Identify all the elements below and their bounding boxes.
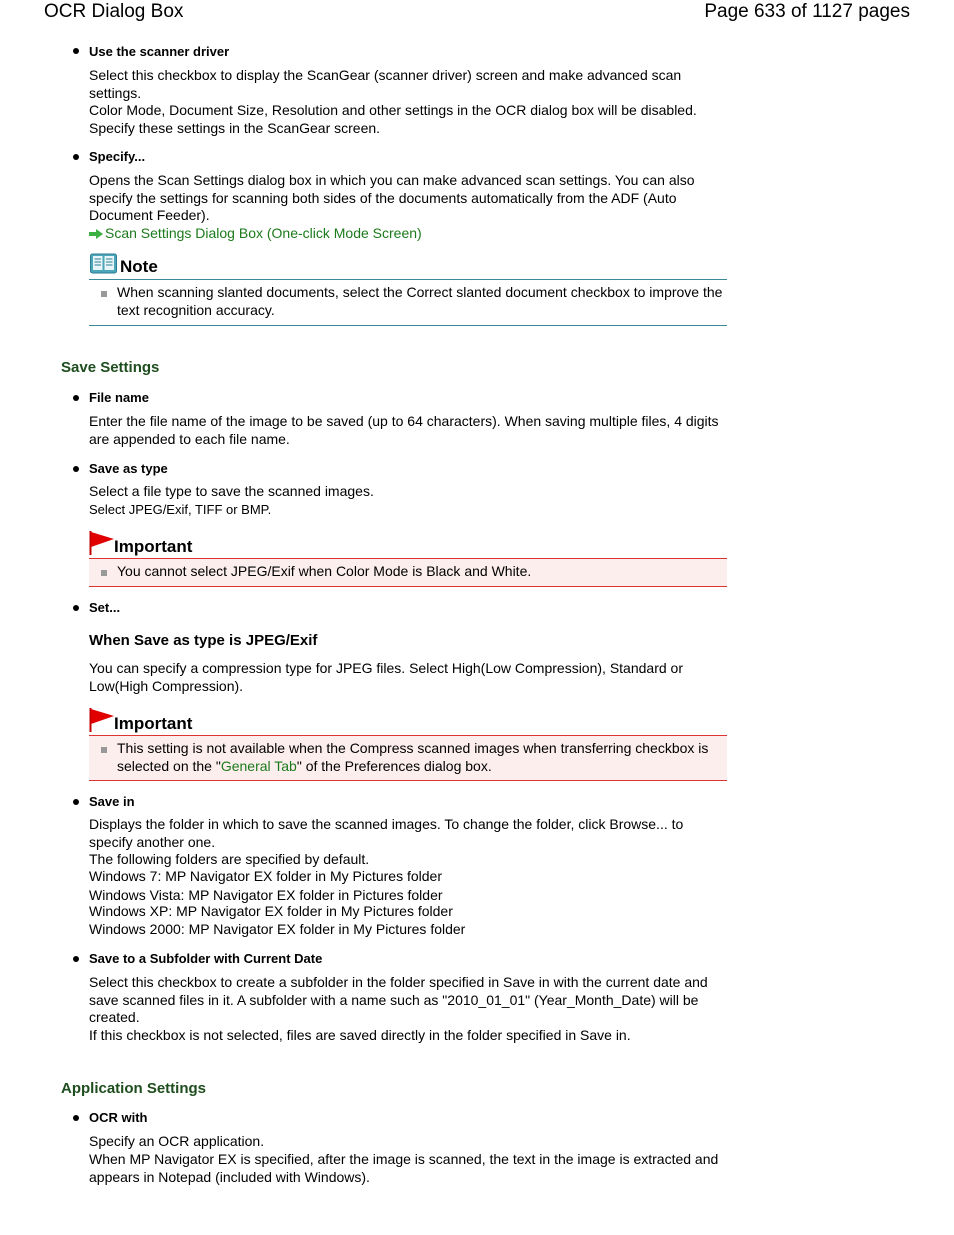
note-book-icon — [90, 253, 117, 274]
scanner-driver-text-1: Select this checkbox to display the ScanGear (scanner driver) screen and make advanced scan settings. — [89, 67, 682, 101]
page-number: Page 633 of 1127 pages — [704, 1, 910, 22]
note-label: Note — [120, 257, 158, 276]
ocr-with-text-1: Specify an OCR application. — [89, 1133, 265, 1149]
save-as-type-text-1: Select a file type to save the scanned images. — [89, 483, 374, 499]
bullet-icon — [73, 799, 79, 805]
square-bullet-icon — [101, 747, 107, 753]
bullet-icon — [73, 466, 79, 472]
scan-settings-link[interactable] — [89, 225, 729, 243]
specify-text: Opens the Scan Settings dialog box in which you can make advanced scan settings. You can also specify the settings for scanning both sides of the documents automatically from the ADF (Auto Document Feeder). — [89, 172, 695, 223]
section-heading-save-settings: Save Settings — [61, 359, 160, 376]
bullet-icon — [73, 605, 79, 611]
important-flag-icon — [89, 708, 115, 732]
important-label: Important — [114, 537, 193, 556]
section-heading-application-settings: Application Settings — [61, 1080, 207, 1097]
bullet-icon — [73, 1115, 79, 1121]
general-tab-link[interactable]: General Tab — [220, 757, 297, 774]
scan-settings-link-text[interactable]: Scan Settings Dialog Box (One-click Mode Screen) — [105, 225, 422, 241]
save-in-vista: Windows Vista: MP Navigator EX folder in Pictures folder — [89, 887, 443, 903]
item-title-scanner-driver: Use the scanner driver — [89, 44, 230, 59]
important-box — [89, 531, 727, 587]
item-title-file-name: File name — [89, 390, 149, 405]
item-title-specify: Specify... — [89, 149, 146, 164]
bullet-icon — [73, 956, 79, 962]
important-header — [89, 531, 727, 558]
subfolder-text-1: Select this checkbox to create a subfolder in the folder specified in Save in with the current date and save scanned files in it. A subfolder with a name such as "2010_01_01" (Year_Month_Date) will be created. — [89, 974, 708, 1025]
square-bullet-icon — [101, 291, 107, 297]
item-title-save-in: Save in — [89, 794, 135, 809]
save-in-text-2: The following folders are specified by default. — [89, 851, 370, 867]
item-title-subfolder: Save to a Subfolder with Current Date — [89, 951, 323, 966]
note-text: When scanning slanted documents, select the Correct slanted document checkbox to improve the text recognition accuracy. — [117, 284, 723, 318]
important-text-before: This setting is not available when the Compress scanned images when transferring checkbox is selected on the " — [117, 740, 709, 774]
link-arrow-icon — [89, 229, 103, 239]
important-box — [89, 708, 727, 781]
bullet-icon — [73, 48, 79, 54]
note-box — [89, 253, 727, 326]
item-title-ocr-with: OCR with — [89, 1110, 148, 1125]
important-label: Important — [114, 714, 193, 733]
note-header — [89, 253, 727, 279]
square-bullet-icon — [101, 570, 107, 576]
important-text: You cannot select JPEG/Exif when Color Mode is Black and White. — [117, 563, 532, 579]
important-flag-icon — [89, 531, 115, 555]
subfolder-text-2: If this checkbox is not selected, files are saved directly in the folder specified in Save in. — [89, 1027, 631, 1043]
document-title: OCR Dialog Box — [44, 1, 184, 22]
save-in-text-1: Displays the folder in which to save the scanned images. To change the folder, click Browse... to specify another one. — [89, 816, 684, 850]
set-text: You can specify a compression type for JPEG files. Select High(Low Compression), Standard or Low(High Compression). — [89, 660, 683, 694]
bullet-icon — [73, 395, 79, 401]
important-body — [89, 558, 727, 587]
save-in-win7: Windows 7: MP Navigator EX folder in My Pictures folder — [89, 868, 442, 884]
subheading-jpeg: When Save as type is JPEG/Exif — [89, 632, 318, 649]
item-title-set: Set... — [89, 600, 121, 615]
important-body — [89, 735, 727, 781]
page-header — [0, 0, 954, 26]
file-name-text: Enter the file name of the image to be saved (up to 64 characters). When saving multiple files, 4 digits are appended to each file name. — [89, 413, 719, 447]
note-body — [89, 280, 727, 325]
ocr-with-text-2: When MP Navigator EX is specified, after the image is scanned, the text in the image is extracted and appears in Notepad (included with Windows). — [89, 1151, 719, 1185]
important-text-after: " of the Preferences dialog box. — [296, 757, 492, 774]
note-divider-bottom — [89, 325, 727, 326]
important-header — [89, 708, 727, 735]
scanner-driver-text-2: Color Mode, Document Size, Resolution and other settings in the OCR dialog box will be disabled. Specify these settings in the ScanGear screen. — [89, 102, 697, 136]
item-title-save-as-type: Save as type — [89, 461, 168, 476]
save-in-xp: Windows XP: MP Navigator EX folder in My Pictures folder — [89, 903, 453, 919]
save-as-type-text-2: Select JPEG/Exif, TIFF or BMP. — [89, 502, 272, 517]
bullet-icon — [73, 154, 79, 160]
save-in-2000: Windows 2000: MP Navigator EX folder in My Pictures folder — [89, 921, 466, 937]
